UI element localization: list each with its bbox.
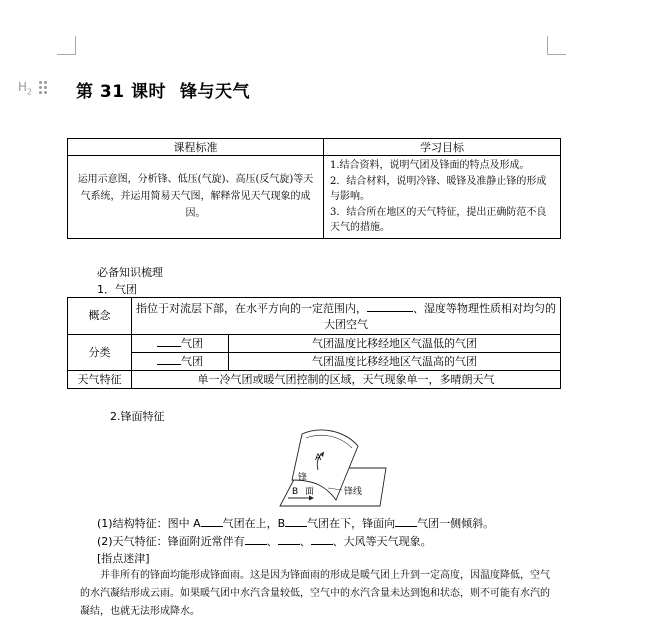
goal-item: 2．结合材料，说明冷锋、暖锋及准静止锋的形成与影响。 — [330, 175, 547, 202]
weather-label: 天气特征 — [68, 371, 132, 389]
heading-level-marker[interactable]: $H_2$ — [18, 80, 33, 97]
fill-blank[interactable] — [285, 515, 307, 527]
section-title: 必备知识梳理 — [97, 266, 163, 279]
concept-label: 概念 — [68, 298, 132, 335]
page-corner-top-right — [547, 36, 566, 55]
subsection-airmass: 1．气团 — [97, 283, 137, 296]
label-a: A — [315, 453, 322, 463]
tip-text: 并非所有的锋面均能形成锋面雨。这是因为锋面雨的形成是暖气团上升到一定高度，因温度降低，空气的水汽凝结形成云雨。如果暖气团中水汽含量较低，空气中的水汽含量未达到饱和状态，则不可能有水汽的凝结，也就无法形成降水。 — [80, 570, 550, 617]
class-desc: 气团温度比移经地区气温高的气团 — [229, 353, 561, 371]
goals-cell — [324, 156, 561, 239]
standards-table — [67, 138, 561, 239]
front-diagram — [258, 424, 390, 510]
standard-text: 运用示意图，分析锋、低压(气旋)、高压(反气旋)等天气系统，并运用简易天气图，解释常见天气现象的成因。 — [68, 156, 324, 239]
class-name-cell: 气团 — [132, 335, 229, 353]
drag-handle-icon[interactable] — [39, 80, 49, 94]
subsection-front: 2.锋面特征 — [110, 410, 165, 423]
label-front-1: 锋 — [298, 473, 308, 483]
fill-blank[interactable] — [311, 533, 333, 545]
class-name-cell: 气团 — [132, 353, 229, 371]
label-front-line: 锋线 — [344, 487, 363, 497]
goals-header: 学习目标 — [324, 139, 561, 156]
page-corner-top-left — [57, 36, 76, 55]
concept-cell: 指位于对流层下部，在水平方向的一定范围内， 、湿度等物理性质相对均匀的大团空气 — [132, 298, 561, 335]
tip-title: [指点迷津] — [97, 552, 150, 565]
standards-header: 课程标准 — [68, 139, 324, 156]
fill-blank[interactable] — [157, 335, 181, 347]
fill-blank[interactable] — [157, 353, 181, 365]
label-front-2: 面 — [305, 487, 315, 497]
fill-blank[interactable] — [278, 533, 300, 545]
structure-question: (1)结构特征：图中 A 气团在上，B 气团在下，锋面向 气团一侧倾斜。 — [97, 517, 495, 530]
weather-question: (2)天气特征：锋面附近常伴有 、 、 、大风等天气现象。 — [97, 535, 432, 548]
page-title: 第 31 课时 锋与天气 — [76, 82, 250, 102]
airmass-table — [67, 297, 561, 389]
goal-item: 3．结合所在地区的天气特征，提出正确防范不良天气的措施。 — [330, 206, 547, 233]
weather-desc: 单一冷气团或暖气团控制的区域，天气现象单一，多晴朗天气 — [132, 371, 561, 389]
fill-blank[interactable] — [201, 515, 223, 527]
fill-blank[interactable] — [367, 300, 413, 312]
fill-blank[interactable] — [245, 533, 267, 545]
class-label: 分类 — [68, 335, 132, 371]
label-b: B — [292, 487, 299, 497]
goal-item: 1.结合资料，说明气团及锋面的特点及形成。 — [330, 160, 530, 171]
class-desc: 气团温度比移经地区气温低的气团 — [229, 335, 561, 353]
fill-blank[interactable] — [395, 515, 417, 527]
